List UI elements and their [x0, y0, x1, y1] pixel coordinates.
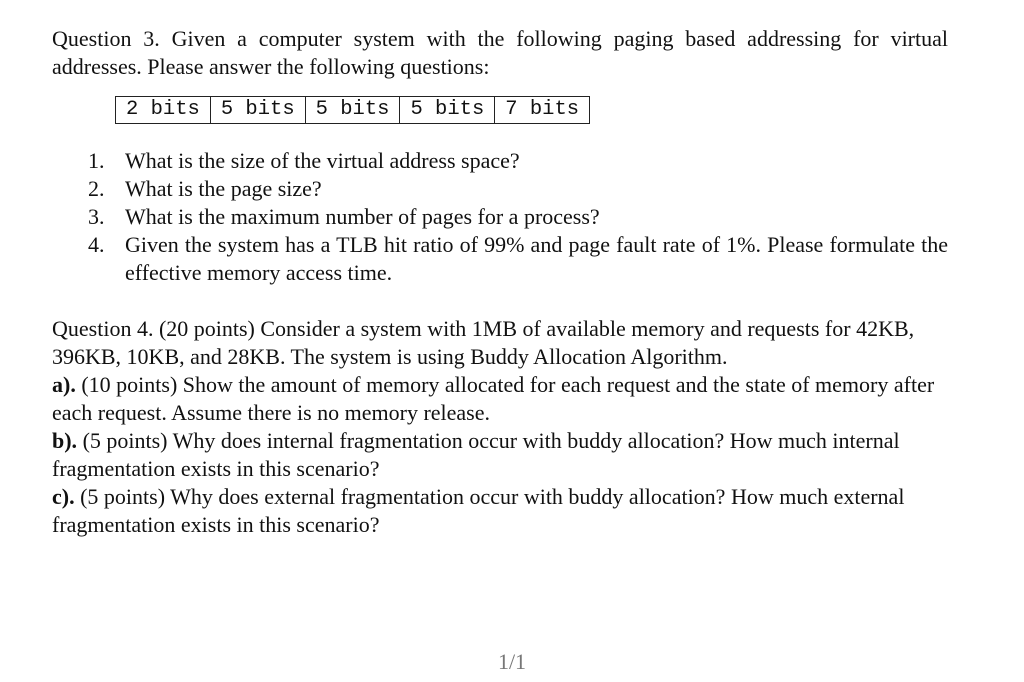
bit-field-cell: 5 bits [400, 97, 495, 124]
bit-fields-row [116, 97, 590, 124]
list-item-number: 1. [88, 148, 105, 173]
part-label: a). [52, 372, 76, 397]
page-number-indicator: 1/1 [497, 649, 527, 674]
part-label: b). [52, 428, 78, 453]
bit-field-cell: 5 bits [305, 97, 400, 124]
part-label: c). [52, 484, 75, 509]
list-item [52, 147, 948, 175]
part-text: (5 points) Why does internal fragmentation occur with buddy allocation? How much internal fragmentation exists in this scenario? [52, 428, 900, 481]
question-4-part-a [52, 371, 948, 427]
question-3-list [52, 147, 948, 287]
part-text: (5 points) Why does external fragmentation occur with buddy allocation? How much external fragmentation exists in this scenario? [52, 484, 905, 537]
list-item-text: What is the size of the virtual address space? [125, 148, 520, 173]
list-item-number: 3. [88, 204, 105, 229]
list-item-number: 2. [88, 176, 105, 201]
part-text: (10 points) Show the amount of memory allocated for each request and the state of memory after each request. Assume there is no memory release. [52, 372, 935, 425]
question-4-part-b [52, 427, 948, 483]
question-4-part-c [52, 483, 948, 539]
document-page [52, 25, 948, 539]
list-item [52, 203, 948, 231]
address-bit-fields-table [115, 96, 590, 124]
question-4-section [52, 315, 948, 539]
list-item-number: 4. [88, 232, 105, 257]
bit-field-cell: 5 bits [210, 97, 305, 124]
list-item [52, 231, 948, 287]
list-item-text: What is the maximum number of pages for a process? [125, 204, 600, 229]
bit-field-cell: 7 bits [495, 97, 590, 124]
question-4-intro: Question 4. (20 points) Consider a system with 1MB of available memory and requests for 42KB, 396KB, 10KB, and 28KB. The system is using Buddy Allocation Algorithm. [52, 316, 915, 369]
list-item [52, 175, 948, 203]
list-item-text: Given the system has a TLB hit ratio of 99% and page fault rate of 1%. Please formulate the effective memory access time. [125, 232, 948, 285]
list-item-text: What is the page size? [125, 176, 322, 201]
question-3-intro: Question 3. Given a computer system with the following paging based addressing for virtual addresses. Please answer the following questions: [52, 26, 948, 79]
bit-field-cell: 2 bits [116, 97, 211, 124]
